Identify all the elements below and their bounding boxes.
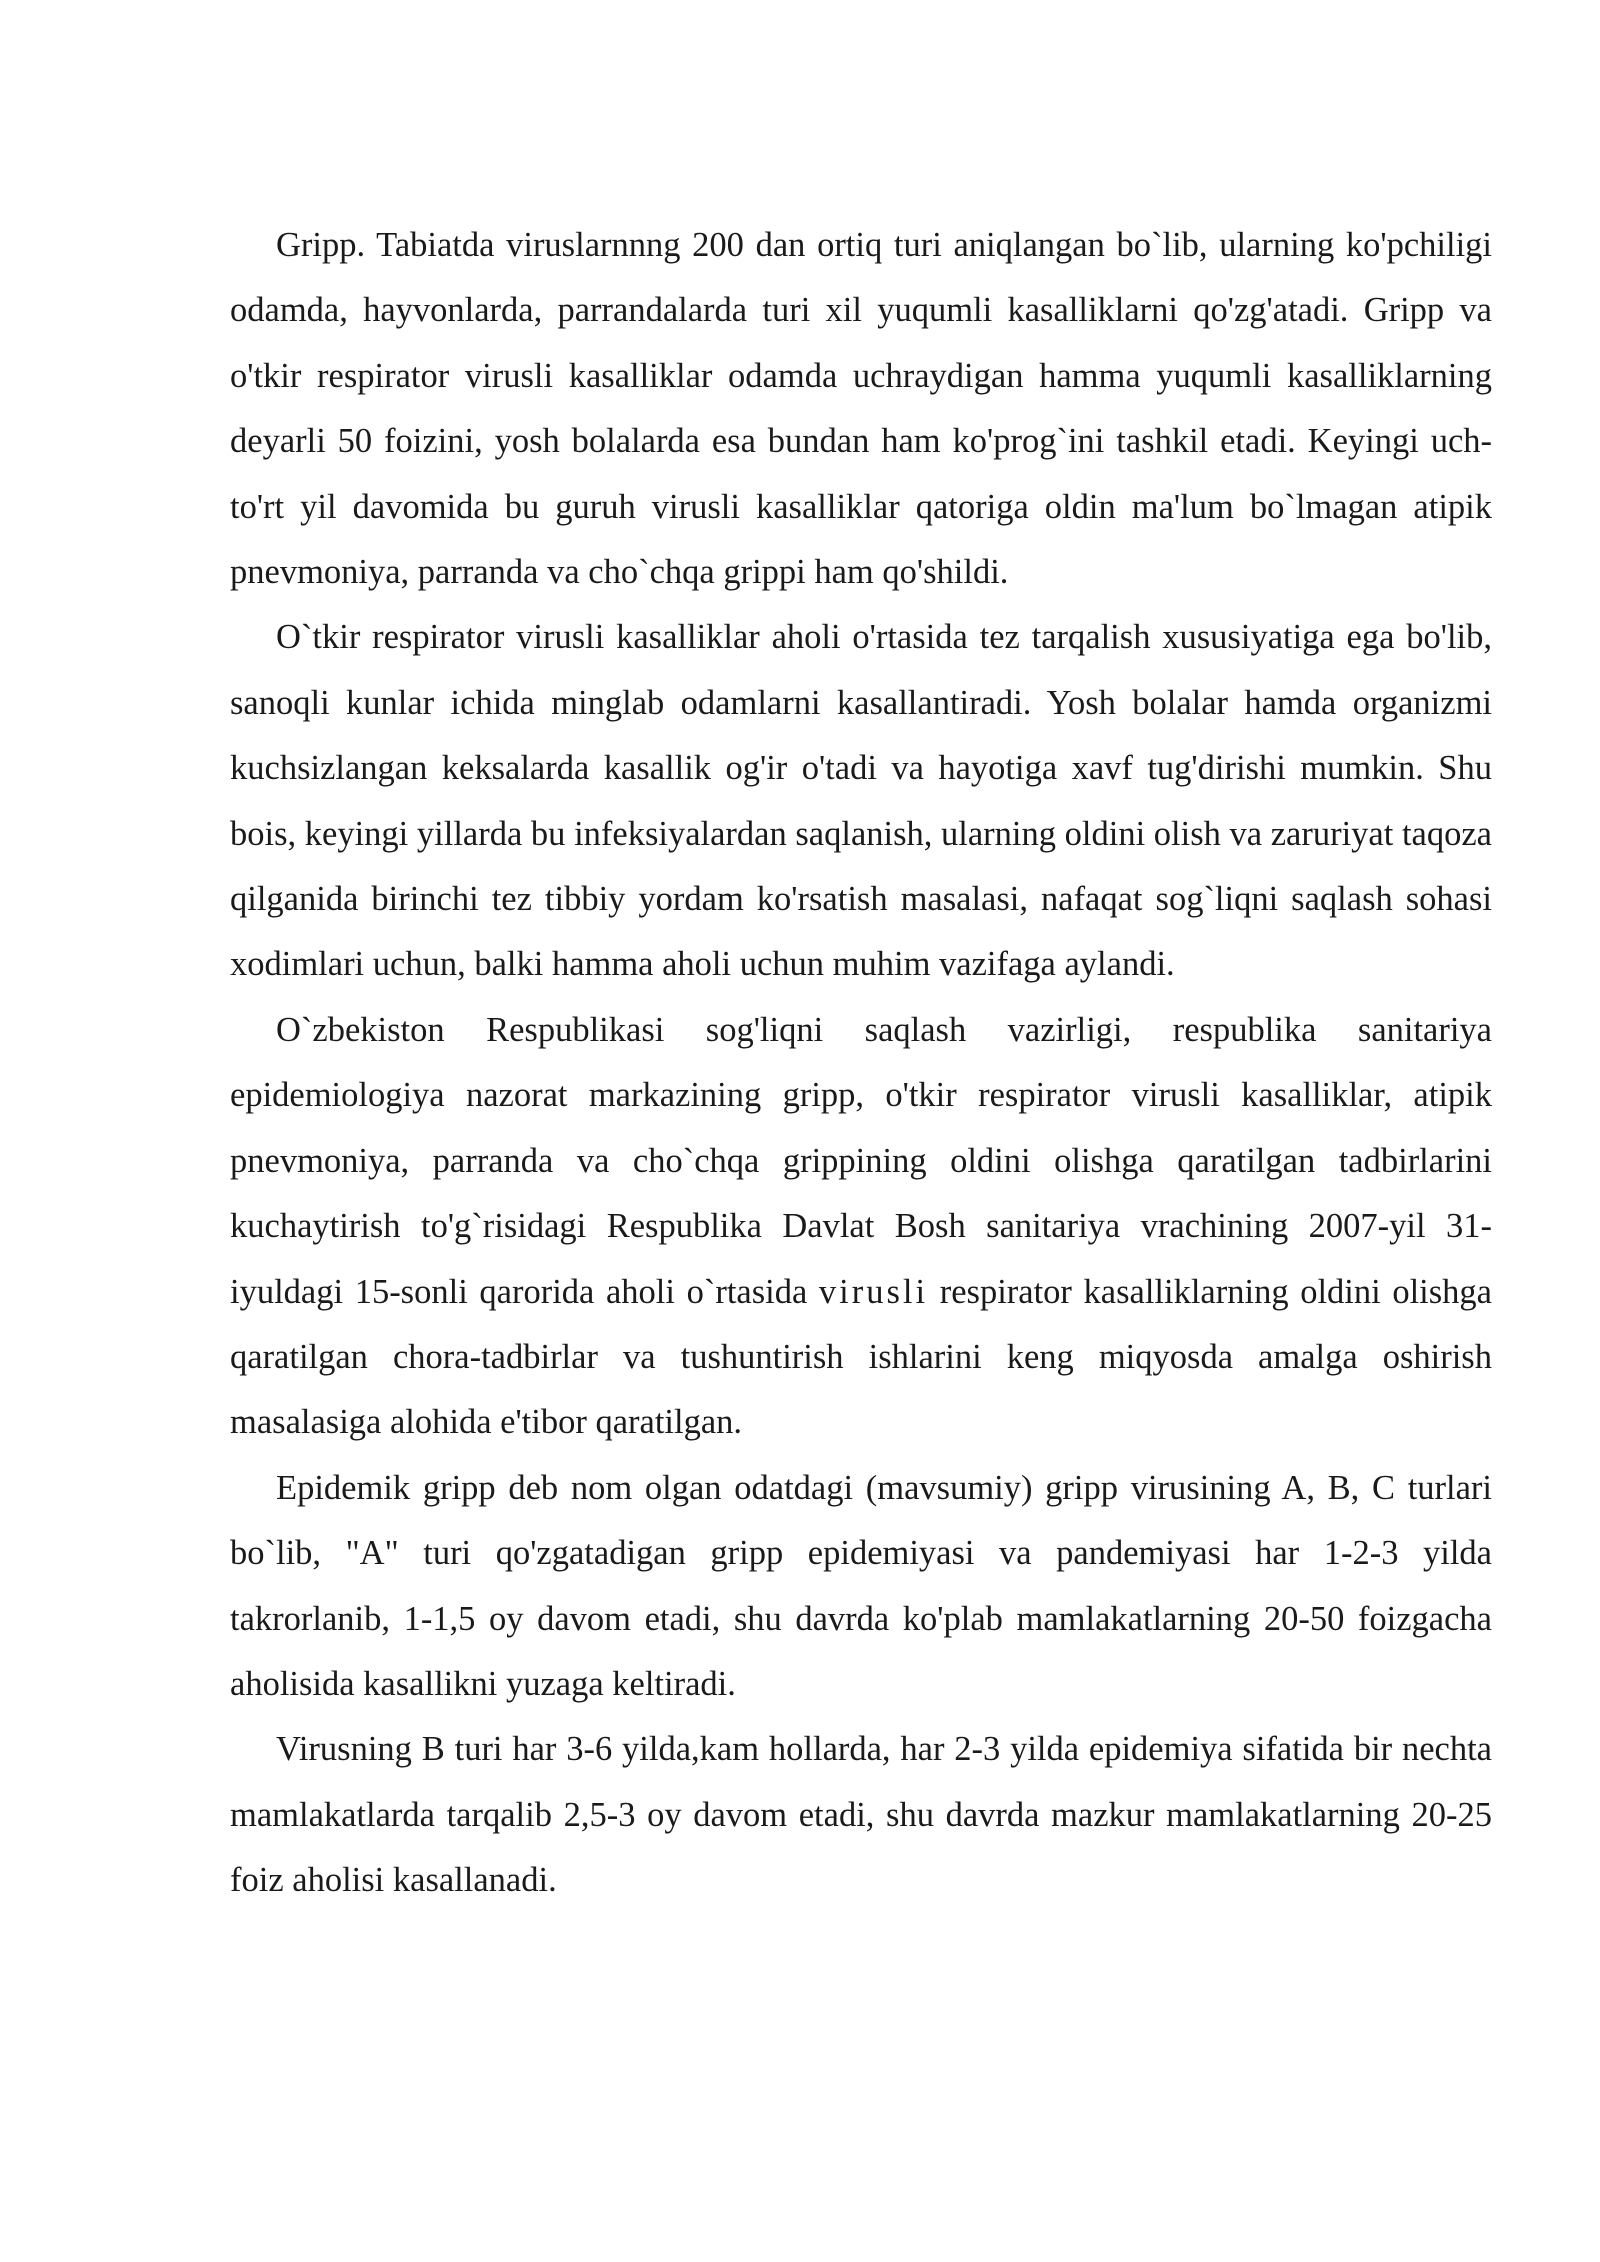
document-page — [230, 213, 1492, 1914]
paragraph-respiratory-spread: O`tkir respirator virusli kasalliklar aholi o'rtasida tez tarqalish xususiyatiga ega bo'lib, sanoqli kunlar ichida minglab odamlarni kasallantiradi. Yosh bolalar hamda organizmi kuchsizlangan keksalarda kasallik og'ir o'tadi va hayotiga xavf tug'dirishi mumkin. Shu bois, keyingi yillarda bu infeksiyalardan saqlanish, ularning oldini olish va zaruriyat taqoza qilganida birinchi tez tibbiy yordam ko'rsatish masalasi, nafaqat sog`liqni saqlash sohasi xodimlari uchun, balki hamma aholi uchun muhim vazifaga aylandi. — [230, 618, 1492, 984]
paragraph-epidemic-types: Epidemik gripp deb nom olgan odatdagi (mavsumiy) gripp virusining A, B, C turlari bo`lib, "A" turi qo'zgatadigan gripp epidemiyasi va pandemiyasi har 1-2-3 yilda takrorlanib, 1-1,5 oy davom etadi, shu davrda ko'plab mamlakatlarning 20-50 foizgacha aholisida kasallikni yuzaga keltiradi. — [230, 1468, 1492, 1703]
paragraph-virus-b: Virusning B turi har 3-6 yilda,kam hollarda, har 2-3 yilda epidemiya sifatida bir nechta mamlakatlarda tarqalib 2,5-3 oy davom etadi, shu davrda mazkur mamlakatlarning 20-25 foiz aholisi kasallanadi. — [230, 1730, 1492, 1900]
decree-text-start: O`zbekiston Respublikasi sog'liqni saqlash vazirligi, respublika sanitariya epidemiologiya nazorat markazining gripp, o'tkir respirator virusli kasalliklar, atipik pnevmoniya, parranda va cho`chqa grippining oldini olishga qaratilgan tadbirlarini kuchaytirish to'g`risidagi Respublika Davlat Bosh sanitariya vrachining 2007-yil 31-iyuldagi 15-sonli qarorida aholi o`rtasida — [230, 1010, 1492, 1311]
paragraph-ministry-decree — [230, 998, 1492, 1456]
decree-text-end: respirator kasalliklarning oldini olishga qaratilgan chora-tadbirlar va tushuntirish ishlarini keng miqyosda amalga oshirish masalasiga alohida e'tibor qaratilgan. — [230, 1272, 1492, 1442]
paragraph-gripp-intro: Gripp. Tabiatda viruslarnnng 200 dan ortiq turi aniqlangan bo`lib, ularning ko'pchiligi odamda, hayvonlarda, parrandalarda turi xil yuqumli kasalliklarni qo'zg'atadi. Gripp va o'tkir respirator virusli kasalliklar odamda uchraydigan hamma yuqumli kasalliklarning deyarli 50 foizini, yosh bolalarda esa bundan ham ko'prog`ini tashkil etadi. Keyingi uch-to'rt yil davomida bu guruh virusli kasalliklar qatoriga oldin ma'lum bo`lmagan atipik pnevmoniya, parranda va cho`chqa grippi ham qo'shildi. — [230, 226, 1492, 592]
decree-text-spaced-word: virusli — [818, 1272, 929, 1311]
